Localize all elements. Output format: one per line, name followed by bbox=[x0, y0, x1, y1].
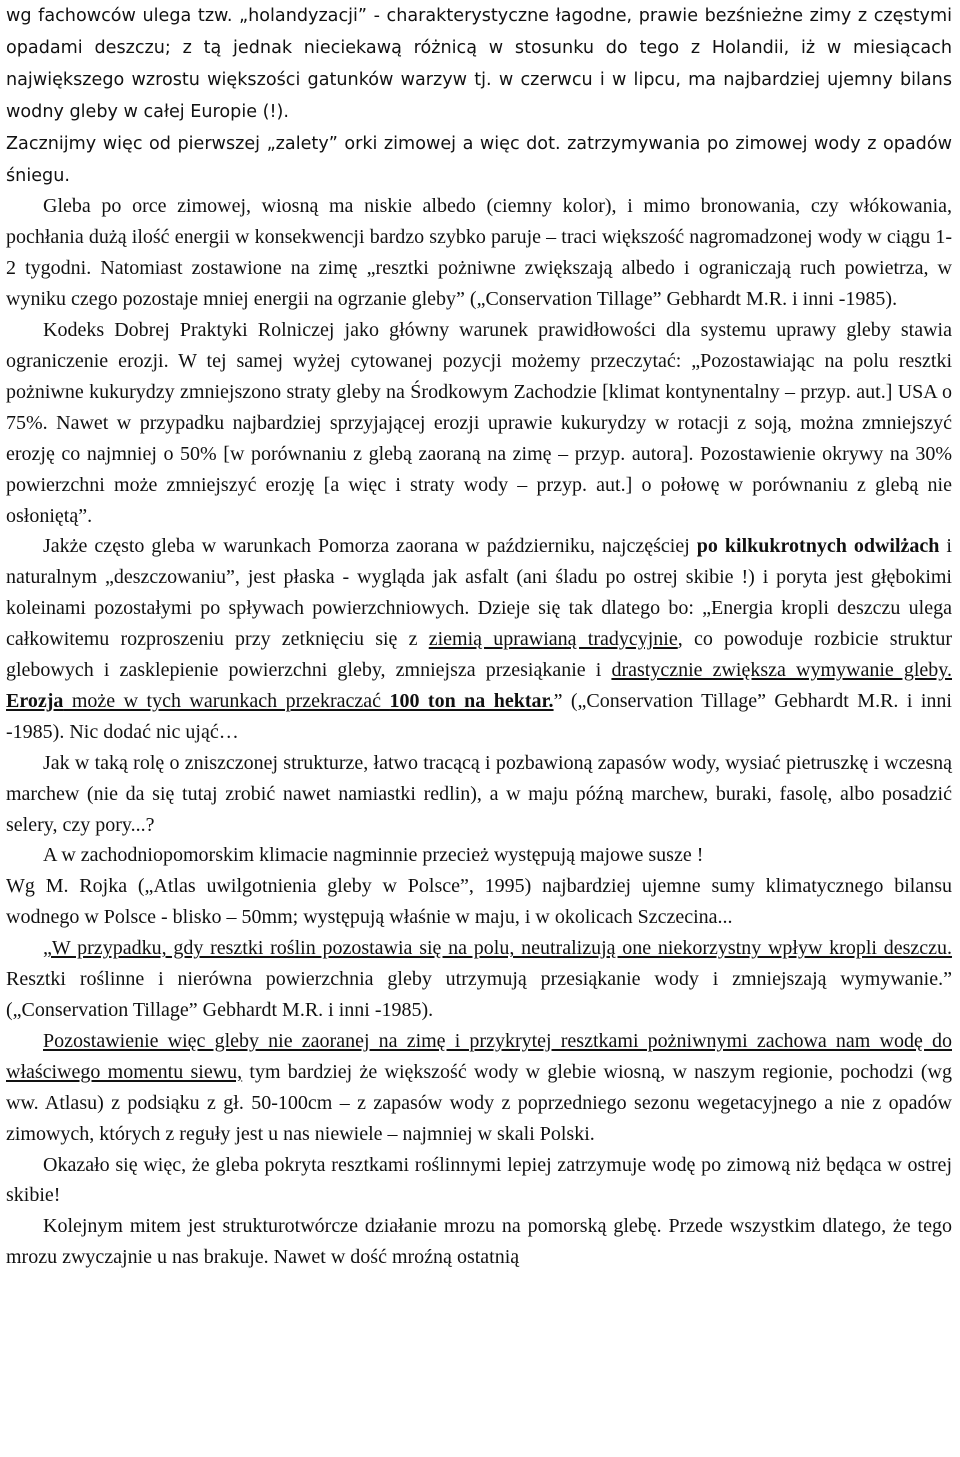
bold-text: Erozja bbox=[6, 689, 64, 712]
paragraph-drought bbox=[6, 840, 952, 871]
text-run: Jak w taką rolę o zniszczonej strukturze, łatwo tracącą i pozbawioną zapasów wody, wysiać pietruszkę i wczesną marchew (nie da się tutaj zrobić nawet namiastki redlin), a w maju późną marchew, buraki, fasolę, albo posadzić selery, czy pory...? bbox=[6, 751, 952, 836]
underlined-text: „W przypadku, gdy resztki roślin pozostawia się na polu, neutralizują one niekorzystny wpływ kropli deszczu. bbox=[43, 937, 952, 960]
underlined-text: może w tych warunkach przekraczać bbox=[63, 689, 390, 712]
text-run: A w zachodniopomorskim klimacie nagminnie przecież występują majowe susze ! bbox=[43, 844, 704, 867]
text-run: wg fachowców ulega tzw. „holandyzacji” - charakterystyczne łagodne, prawie bezśnieżne zimy z częstymi opadami deszczu; z tą jednak nieciekawą różnicą w stosunku do tego z Holandii, iż w miesiącach największego wzrostu większości gatunków warzyw tj. w czerwcu i w lipcu, ma najbardziej ujemny bilans wodny gleby w całej Europie (!). bbox=[6, 6, 952, 122]
text-run: i naturalnym „deszczowaniu”, jest płaska - wygląda jak asfalt (ani śladu po ostrej skibie !) i poryta jest głębokimi koleinami pozostałymi po spływach powierzchniowych. Dzieje się tak dlatego bo: „Energia kropli deszczu ulega całkowitemu rozproszeniu przy zetknięciu się z bbox=[6, 535, 952, 651]
text-run: , co powoduje rozbicie struktur glebowych i zasklepienie powierzchni gleby, zmniejsza przesiąkanie i bbox=[6, 628, 952, 682]
paragraph-rojek-atlas bbox=[6, 871, 952, 933]
paragraph-erosion-code bbox=[6, 315, 952, 531]
paragraph-albedo bbox=[6, 191, 952, 315]
bold-text: 100 ton na hektar. bbox=[389, 689, 554, 712]
text-run: tym bardziej że większość wody w glebie wiosną, w naszym regionie, pochodzi (wg ww. Atlasu) z podsiąku z gł. 50-100cm – z zapasów wody z poprzedniego sezonu wegetacyjnego a nie z opadów zimowych, których z reguły jest u nas niewiele – najmniej w skali Polski. bbox=[6, 1060, 952, 1145]
paragraph-residues bbox=[6, 933, 952, 1026]
paragraph-frost-myth bbox=[6, 1211, 952, 1273]
text-run: Gleba po orce zimowej, wiosną ma niskie albedo (ciemny kolor), i mimo bronowania, czy włókowania, pochłania dużą ilość energii w konsekwencji bardzo szybko paruje – traci większość nagromadzonej wody w ciągu 1-2 tygodni. Natomiast zostawione na zimę „resztki pożniwne zwiększają albedo i ograniczają ruch powietrza, w wyniku czego pozostaje mniej energii na ogrzanie gleby” („Conservation Tillage” Gebhardt M.R. i inni -1985). bbox=[6, 195, 952, 311]
text-run: Wg M. Rojka („Atlas uwilgotnienia gleby w Polsce”, 1995) najbardziej ujemne sumy klimatycznego bilansu wodnego w Polsce - blisko – 50mm; występują właśnie w maju, i w okolicach Szczecina... bbox=[6, 875, 952, 929]
paragraph-vegetables bbox=[6, 748, 952, 841]
text-run: Okazało się więc, że gleba pokryta resztkami roślinnymi lepiej zatrzymuje wodę po zimową niż będąca w ostrej skibie! bbox=[6, 1153, 952, 1207]
text-run: Zacznijmy więc od pierwszej „zalety” orki zimowej a więc dot. zatrzymywania po zimowej wody z opadów śniegu. bbox=[6, 133, 952, 186]
underlined-text: ziemią uprawianą tradycyjnie bbox=[428, 628, 678, 651]
underlined-text: Pozostawienie więc gleby nie zaoranej na zimę i przykrytej resztkami pożniwnymi zachowa nam wodę do właściwego momentu siewu, bbox=[6, 1029, 952, 1083]
text-run: Resztki roślinne i nierówna powierzchnia gleby utrzymują przesiąkanie wody i zmniejszają wymywanie.” („Conservation Tillage” Gebhardt M.R. i inni -1985). bbox=[6, 968, 952, 1021]
text-run: W tej samej wyżej cytowanej pozycji możemy przeczytać: „Pozostawiając na polu resztki pożniwne kukurydzy zmniejszono straty gleby na Środkowym Zachodzie [klimat kontynentalny – przyp. aut.] USA o 75%. Nawet w przypadku najbardziej sprzyjającej erozji uprawie kukurydzy w rotacji z soją, można zmniejszyć erozję co najmniej o 50% [w porównaniu z glebą zaoraną na zimę – przyp. autora]. Pozostawienie okrywy na 30% powierzchni może zmniejszyć erozję [a więc i straty wody – przyp. aut.] o połowę w porównaniu z glebą nie osłoniętą”. bbox=[6, 349, 952, 527]
underlined-text: drastycznie zwiększa wymywanie gleby. bbox=[611, 659, 952, 682]
text-run: Kodeks Dobrej Praktyki Rolniczej jako główny warunek prawidłowości dla systemu uprawy gleby stawia ograniczenie erozji. bbox=[6, 319, 952, 372]
paragraph-water-retention bbox=[6, 1026, 952, 1150]
paragraph-conclusion bbox=[6, 1150, 952, 1212]
text-run: Jakże często gleba w warunkach Pomorza zaorana w październiku, najczęściej bbox=[43, 535, 697, 558]
paragraph-pomorze-soil bbox=[6, 531, 952, 747]
text-run: Kolejnym mitem jest strukturotwórcze działanie mrozu na pomorską glebę. Przede wszystkim dlatego, że tego mrozu zwyczajnie u nas brakuje. Nawet w dość mroźną ostatnią bbox=[6, 1215, 952, 1269]
paragraph-holandyzacja bbox=[6, 0, 952, 191]
bold-text: po kilkukrotnych odwilżach bbox=[696, 535, 940, 558]
text-run: ” („Conservation Tillage” Gebhardt M.R. i inni -1985). Nic dodać nic ująć… bbox=[6, 689, 952, 743]
